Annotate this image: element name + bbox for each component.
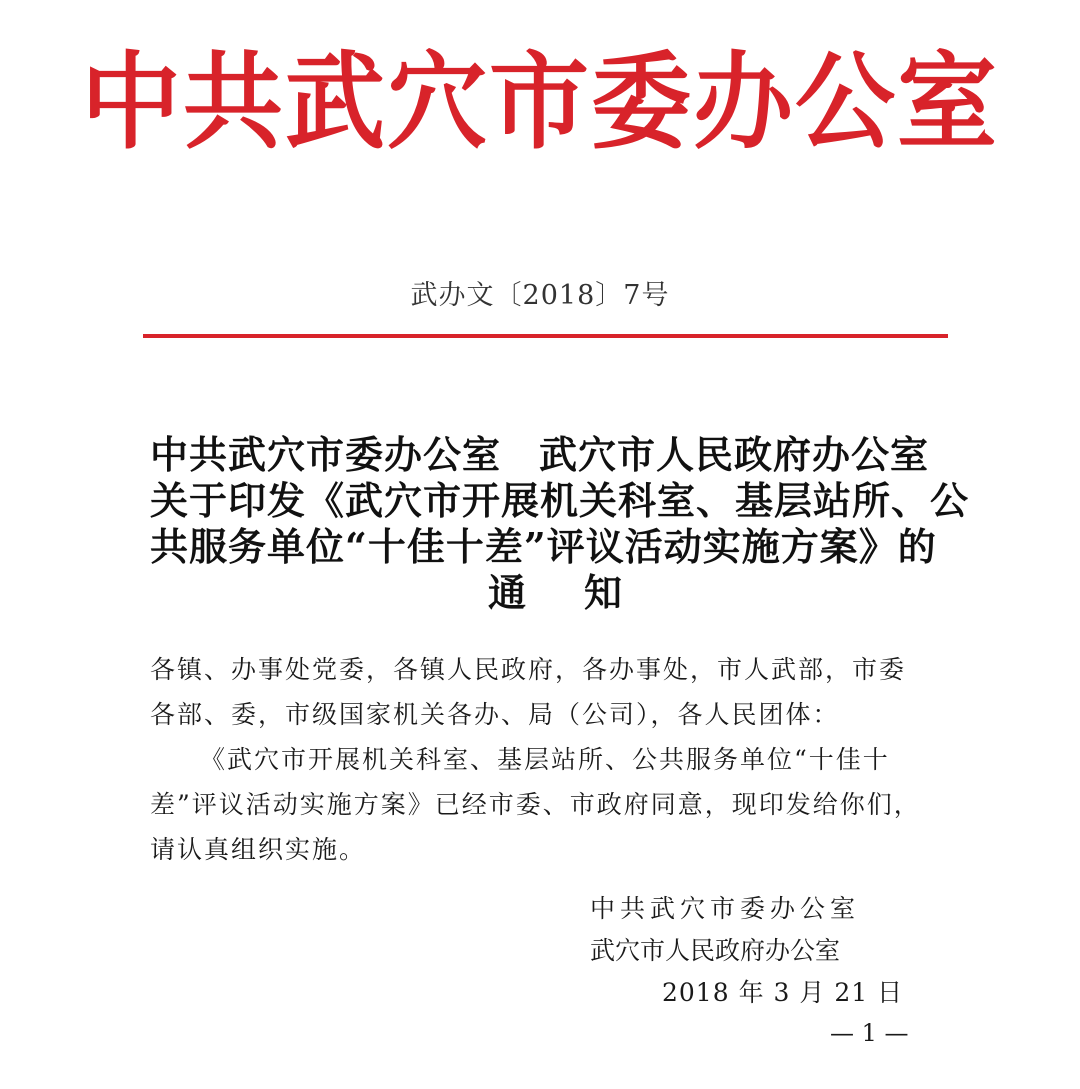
recipients	[150, 647, 970, 737]
document-title	[150, 432, 970, 616]
document-number: 武办文〔2018〕7号	[410, 280, 670, 311]
paragraph-line-3: 请认真组织实施。	[150, 835, 367, 864]
signature-date: 2018 年 3 月 21 日	[662, 978, 904, 1007]
recipients-line-2: 各部、委，市级国家机关各办、局（公司），各人民团体：	[150, 700, 840, 729]
title-line-issuers	[150, 432, 960, 478]
body-paragraph	[150, 737, 970, 872]
signature-org-government: 武穴市人民政府办公室	[590, 936, 841, 965]
signature-org-party: 中共武穴市委办公室	[590, 894, 861, 923]
masthead: 中共武穴市委办公室	[81, 41, 999, 164]
recipients-line-1: 各镇、办事处党委，各镇人民政府，各办事处，市人武部，市委	[150, 655, 907, 684]
document-body	[150, 647, 970, 872]
paragraph-line-2: 差”评议活动实施方案》已经市委、市政府同意，现印发给你们，	[150, 790, 921, 819]
title-issuer-government: 武穴市人民政府办公室	[539, 432, 930, 477]
title-line-notice: 通知	[487, 570, 680, 615]
page-number: — 1 —	[830, 1019, 909, 1047]
signature-block	[590, 888, 910, 1014]
red-divider-line	[143, 334, 948, 338]
title-issuer-party: 中共武穴市委办公室	[150, 432, 502, 477]
title-line-3: 共服务单位“十佳十差”评议活动实施方案》的	[150, 524, 937, 569]
title-line-2: 关于印发《武穴市开展机关科室、基层站所、公	[150, 478, 970, 523]
paragraph-line-1: 《武穴市开展机关科室、基层站所、公共服务单位“十佳十	[200, 745, 890, 774]
